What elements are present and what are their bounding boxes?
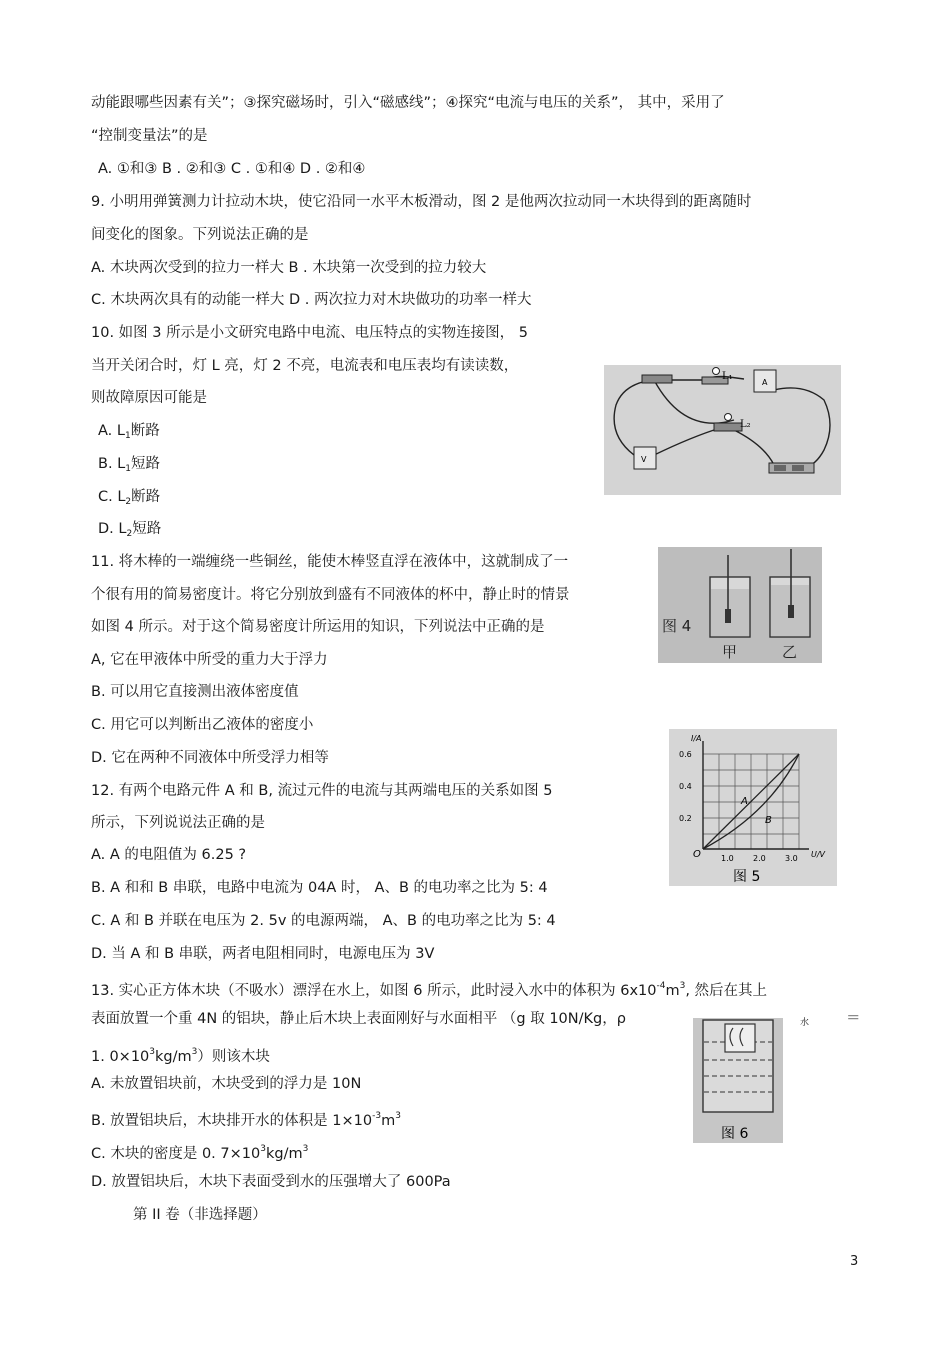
section-heading: 第 II 卷（非选择题）: [133, 1207, 267, 1223]
lamp-2-label: L₂: [740, 419, 751, 430]
question-11-stem-cont: 如图 4 所示。对于这个简易密度计所运用的知识，下列说法中正确的是: [91, 619, 545, 635]
y-tick: 0.6: [679, 750, 692, 759]
question-13-option-b: B. 放置铝块后，木块排开水的体积是 $1\times 10^{-3}m^3$: [91, 1111, 401, 1129]
question-11-option-d: D. 它在两种不同液体中所受浮力相等: [91, 750, 329, 766]
question-12-stem-cont: 所示，下列说说法正确的是: [91, 815, 265, 831]
text-line: “控制变量法”的是: [91, 128, 208, 144]
figure-6-caption: 图 6: [721, 1126, 749, 1142]
x-tick: 1.0: [721, 854, 734, 863]
figure-4-caption: 图 4: [662, 617, 692, 635]
x-axis-label: U/V: [811, 850, 826, 859]
voltmeter-label: V: [641, 455, 647, 464]
text-line: 动能跟哪些因素有关”；③探究磁场时，引入“磁感线”；④探究“电流与电压的关系”， 其中，采用了: [91, 95, 725, 111]
question-11-option-b: B. 可以用它直接测出液体密度值: [91, 684, 299, 700]
question-12-option-a: A. A 的电阻值为 6.25 ?: [91, 847, 247, 863]
question-11-option-a: A, 它在甲液体中所受的重力大于浮力: [91, 652, 328, 668]
question-9-options-cd: C. 木块两次具有的动能一样大 D . 两次拉力对木块做功的功率一样大: [91, 292, 532, 308]
y-tick: 0.4: [679, 782, 692, 791]
figure-5-caption: 图 5: [733, 869, 761, 885]
question-10-stem-cont: 当开关闭合时，灯 L 亮，灯 2 不亮，电流表和电压表均有读读数，: [91, 358, 519, 374]
question-13-option-c: C. 木块的密度是 0. $7\times 10^3kg/m^3$: [91, 1144, 309, 1162]
question-10-stem-cont: 则故障原因可能是: [91, 390, 207, 406]
equals-sign: ＝: [846, 1011, 861, 1027]
question-11-option-c: C. 用它可以判断出乙液体的密度小: [91, 717, 314, 733]
series-a-label: A: [741, 796, 748, 807]
question-13-stem: 13. 实心正方体木块（不吸水）漂浮在水上，如图 6 所示，此时浸入水中的体积为 $6x10^{-4}m^3$, 然后在其上: [91, 981, 768, 999]
figure-5-iu-graph: [669, 729, 837, 886]
y-tick: 0.2: [679, 814, 692, 823]
question-12-option-c: C. A 和 B 并联在电压为 2. 5v 的电源两端， A、B 的电功率之比为 5: 4: [91, 913, 556, 929]
y-axis-label: I/A: [691, 734, 702, 743]
question-9-options-ab: A. 木块两次受到的拉力一样大 B . 木块第一次受到的拉力较大: [91, 260, 487, 276]
x-tick: 2.0: [753, 854, 766, 863]
figure-4-density-meter: [658, 547, 822, 663]
x-tick: 3.0: [785, 854, 798, 863]
series-b-label: B: [765, 815, 772, 826]
question-10-option-b: B. $L_1$短路: [98, 456, 160, 474]
question-13-option-a: A. 未放置铝块前，木块受到的浮力是 10N: [91, 1076, 362, 1092]
question-10-stem: 10. 如图 3 所示是小文研究电路中电流、电压特点的实物连接图， 5: [91, 325, 528, 341]
question-9-stem: 9. 小明用弹簧测力计拉动木块，使它沿同一水平木板滑动，图 2 是他两次拉动同一木块得到的距离随时: [91, 194, 752, 210]
question-12-option-d: D. 当 A 和 B 串联，两者电阻相同时，电源电压为 3V: [91, 946, 435, 962]
question-10-option-a: A. $L_1$断路: [98, 423, 160, 441]
figure-6-floating-block: [693, 1018, 783, 1143]
question-11-stem-cont: 个很有用的简易密度计。将它分别放到盛有不同液体的杯中，静止时的情景: [91, 587, 570, 603]
options-line: A. ①和③ B . ②和③ C . ①和④ D . ②和④: [98, 161, 366, 177]
rho-water-subscript: 水: [800, 1018, 810, 1028]
question-12-stem: 12. 有两个电路元件 A 和 B, 流过元件的电流与其两端电压的关系如图 5: [91, 783, 553, 799]
question-11-stem: 11. 将木棒的一端缠绕一些铜丝，能使木棒竖直浮在液体中，这就制成了一: [91, 554, 569, 570]
beaker-yi-label: 乙: [782, 643, 798, 661]
question-13-option-d: D. 放置铝块后，木块下表面受到水的压强增大了 600Pa: [91, 1174, 451, 1190]
question-12-option-b: B. A 和和 B 串联，电路中电流为 04A 时， A、B 的电功率之比为 5: 4: [91, 880, 548, 896]
beaker-jia-label: 甲: [722, 643, 738, 661]
ammeter-label: A: [762, 378, 768, 387]
question-10-option-c: C. $L_2$断路: [98, 489, 161, 507]
origin-label: O: [693, 849, 701, 860]
figure-3-circuit: [604, 365, 841, 495]
page-number: 3: [850, 1254, 859, 1269]
question-10-option-d: D. $L_2$短路: [98, 521, 162, 539]
lamp-1-label: L₁: [722, 371, 733, 382]
question-13-stem-cont: 表面放置一个重 4N 的铝块，静止后木块上表面刚好与水面相平 （g 取 10N/Kg，ρ: [91, 1011, 626, 1027]
question-13-stem-cont: 1. $0\times 10^3kg/m^3$）则该木块: [91, 1047, 270, 1065]
question-9-stem-cont: 间变化的图象。下列说法正确的是: [91, 227, 309, 243]
